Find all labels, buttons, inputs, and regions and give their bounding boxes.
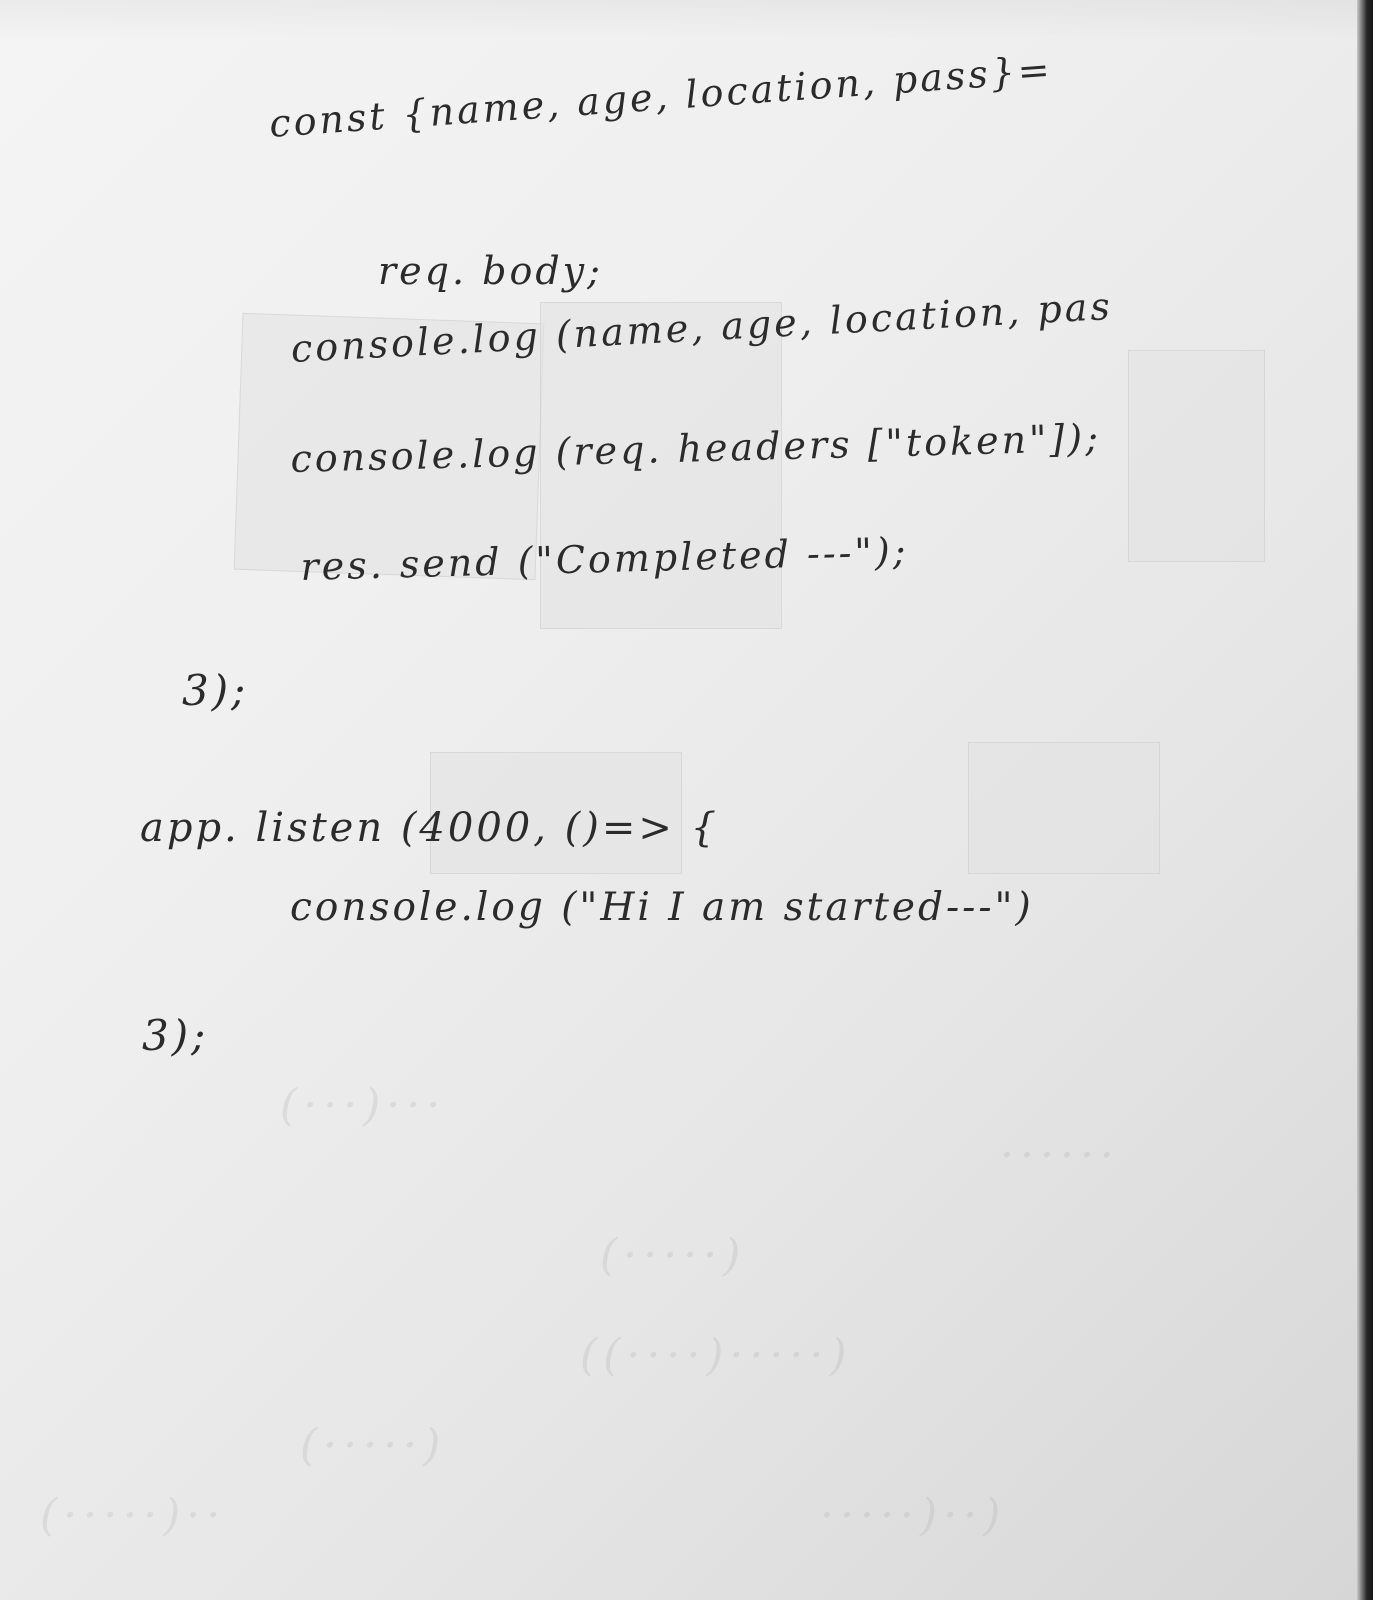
code-line-7: app. listen (4000, ()=> { (140, 805, 720, 851)
page-edge-shadow (1357, 0, 1373, 1600)
tape-piece (1128, 350, 1265, 562)
code-line-4: console.log (req. headers ["token"]); (289, 415, 1102, 481)
show-through-scribble: (·····) (300, 1420, 447, 1471)
tape-piece (968, 742, 1160, 874)
code-line-1: const {name, age, location, pass}= (267, 47, 1054, 146)
code-line-9: 3); (142, 1011, 209, 1060)
show-through-scribble: (·····) (600, 1230, 747, 1281)
code-line-2: req. body; (378, 249, 603, 293)
show-through-scribble: ······ (1000, 1130, 1120, 1181)
show-through-scribble: ·····)··) (820, 1490, 1007, 1541)
code-line-8: console.log ("Hi I am started---") (290, 885, 1034, 930)
show-through-scribble: (···)··· (280, 1080, 447, 1131)
show-through-scribble: (·····)·· (40, 1490, 227, 1541)
code-line-5: res. send ("Completed ---"); (299, 529, 910, 589)
show-through-scribble: ((····)·····) (580, 1330, 853, 1381)
code-line-3: console.log (name, age, location, pas (289, 283, 1114, 371)
code-line-6: 3); (182, 666, 249, 715)
top-shadow (0, 0, 1373, 40)
